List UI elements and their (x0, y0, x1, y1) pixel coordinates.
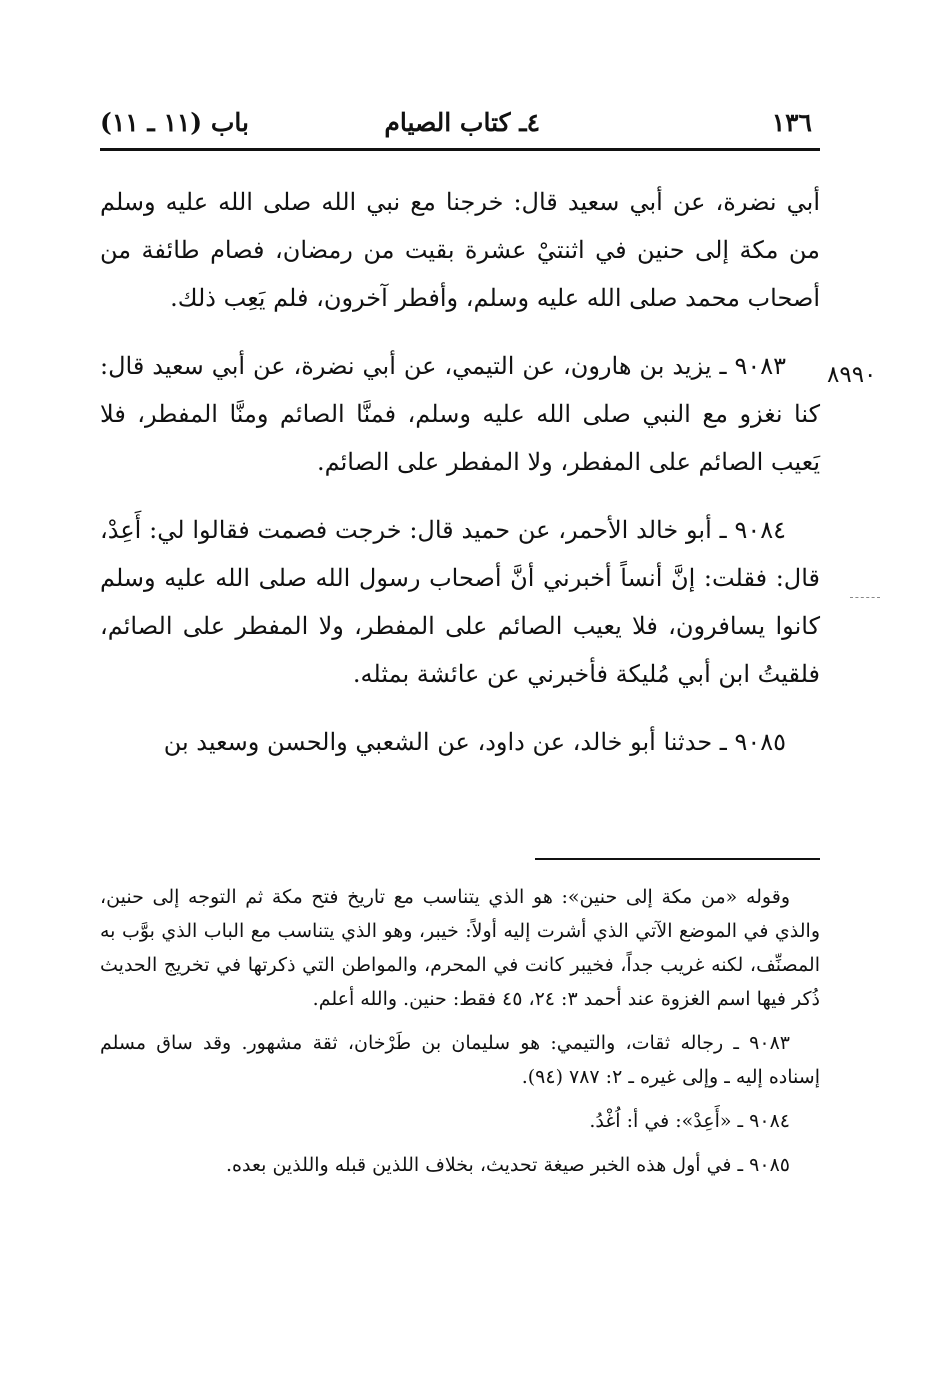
footnote: ٩٠٨٣ ـ رجاله ثقات، والتيمي: هو سليمان بن طَرْخان، ثقة مشهور. وقد ساق مسلم إسناده إليه ـ وإلى غيره ـ ٢: ٧٨٧ (٩٤). (100, 1032, 820, 1088)
header-rule (100, 148, 820, 151)
main-text (100, 178, 820, 786)
margin-mark (850, 597, 880, 598)
footnotes (100, 880, 820, 1192)
footnote: ٩٠٨٤ ـ «أَعِدْ»: في أ: اُغْدُ. (589, 1110, 790, 1132)
book-title: ٤ـ كتاب الصيام (384, 108, 540, 137)
page-number: ١٣٦ (771, 108, 812, 137)
main-paragraph: ٩٠٨٣ ـ يزيد بن هارون، عن التيمي، عن أبي نضرة، عن أبي سعيد قال: كنا نغزو مع النبي صلى الله عليه وسلم، فمنَّا الصائم ومنَّا المفطر، فلا يَعيب الصائم على المفطر، ولا المفطر على الصائم. (100, 352, 820, 476)
main-paragraph: أبي نضرة، عن أبي سعيد قال: خرجنا مع نبي الله صلى الله عليه وسلم من مكة إلى حنين في اثنتيْ عشرة بقيت من رمضان، فصام طائفة من أصحاب محمد صلى الله عليه وسلم، وأفطر آخرون، فلم يَعِب ذلك. (100, 188, 820, 312)
margin-reference-number: ٨٩٩٠ (827, 362, 877, 388)
main-paragraph: ٩٠٨٥ ـ حدثنا أبو خالد، عن داود، عن الشعبي والحسن وسعيد بن (163, 728, 786, 756)
footnote: وقوله «من مكة إلى حنين»: هو الذي يتناسب مع تاريخ فتح مكة ثم التوجه إلى حنين، والذي في الموضع الآتي الذي أشرت إليه أولاً: خيبر، وهو الذي يتناسب مع الباب الذي بوَّب به المصنِّف، لكنه غريب جداً، فخيبر كانت في المحرم، والمواطن التي ذكرتها في تخريج الحديث ذُكر فيها اسم الغزوة عند أحمد ٣: ٢٤، ٤٥ فقط: حنين. والله أعلم. (100, 886, 820, 1010)
footnote-separator (535, 858, 820, 860)
footnote: ٩٠٨٥ ـ في أول هذه الخبر صيغة تحديث، بخلاف اللذين قبله واللذين بعده. (225, 1154, 790, 1176)
chapter-label: باب (١١ ـ ١١) (100, 108, 249, 137)
main-paragraph: ٩٠٨٤ ـ أبو خالد الأحمر، عن حميد قال: خرجت فصمت فقالوا لي: أَعِدْ، قال: فقلت: إنَّ أنساً أخبرني أنَّ أصحاب رسول الله صلى الله عليه وسلم كانوا يسافرون، فلا يعيب الصائم على المفطر، ولا المفطر على الصائم، فلقيتُ ابن أبي مُليكة فأخبرني عن عائشة بمثله. (100, 516, 820, 688)
running-header (100, 100, 820, 146)
